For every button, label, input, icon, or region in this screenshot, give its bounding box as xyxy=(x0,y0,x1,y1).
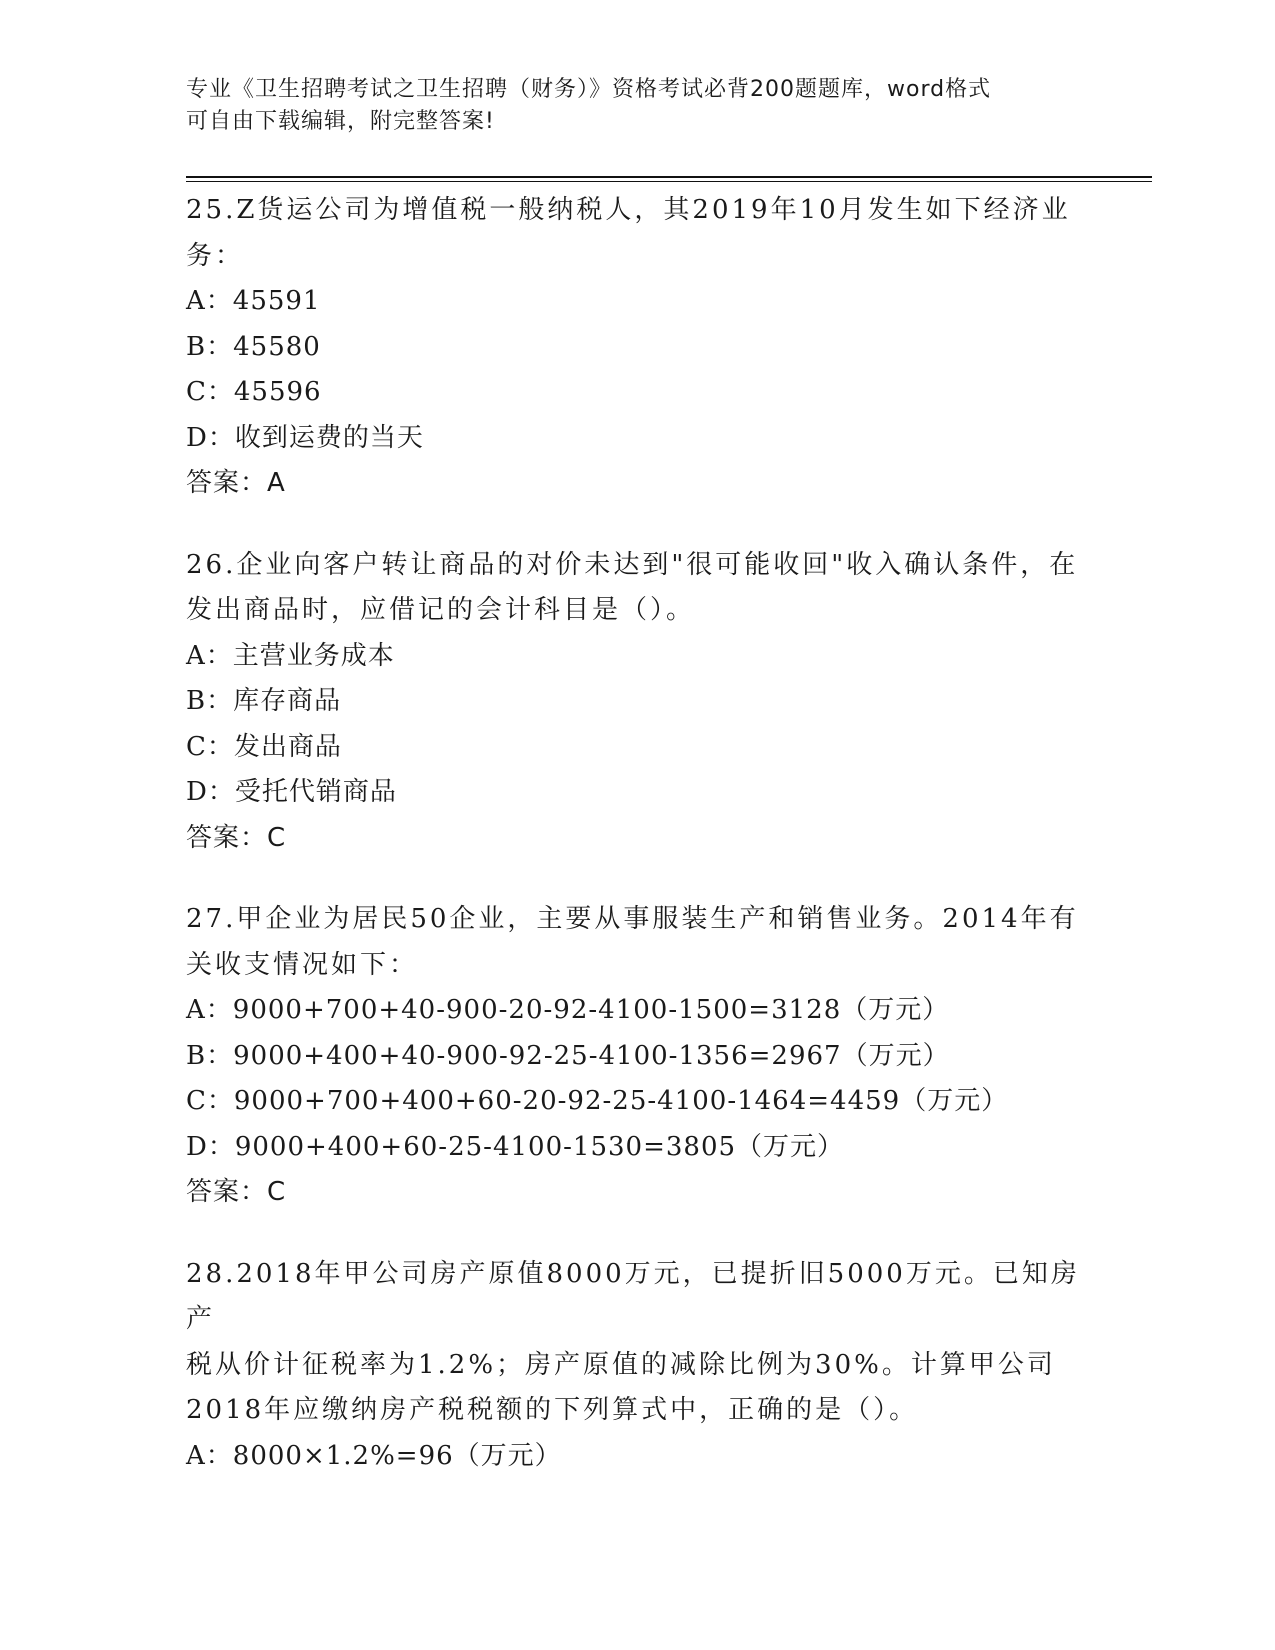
question-stem xyxy=(186,1252,1086,1434)
question-list xyxy=(186,188,1086,1515)
answer-line: 答案：C xyxy=(186,822,287,853)
question-27 xyxy=(186,897,1086,1216)
option-a: A：45591 xyxy=(186,286,321,316)
answer-line: 答案：C xyxy=(186,1177,287,1207)
header-divider-thin xyxy=(186,181,1152,182)
option-d: D：9000+400+60-25-4100-1530=3805（万元） xyxy=(186,1131,845,1162)
stem-line: 发出商品时，应借记的会计科目是（）。 xyxy=(186,595,696,625)
stem-line: 税从价计征税率为1.2%；房产原值的减除比例为30%。计算甲公司 xyxy=(186,1349,1056,1380)
option-a: A：主营业务成本 xyxy=(186,640,395,671)
option-b: B：45580 xyxy=(186,331,321,362)
option-b: B：库存商品 xyxy=(186,686,342,716)
option-d: D：受托代销商品 xyxy=(186,777,397,807)
header-line-1: 专业《卫生招聘考试之卫生招聘（财务）》资格考试必背200题题库，word格式 xyxy=(186,77,992,102)
stem-line: 27.甲企业为居民50企业，主要从事服装生产和销售业务。2014年有 xyxy=(186,904,1079,934)
question-28 xyxy=(186,1252,1086,1480)
header-divider-thick xyxy=(186,176,1152,178)
option-c: C：9000+700+400+60-20-92-25-4100-1464=4459（万元） xyxy=(186,1086,1009,1116)
option-d: D：收到运费的当天 xyxy=(186,422,424,453)
stem-line: 2018年应缴纳房产税税额的下列算式中，正确的是（）。 xyxy=(186,1395,919,1425)
document-header xyxy=(186,74,1066,138)
option-a: A：9000+700+40-900-20-92-4100-1500=3128（万元） xyxy=(186,995,950,1025)
answer-line: 答案：A xyxy=(186,468,286,498)
stem-line: 26.企业向客户转让商品的对价未达到"很可能收回"收入确认条件，在 xyxy=(186,549,1079,580)
header-line-2: 可自由下载编辑，附完整答案! xyxy=(186,109,495,134)
question-stem xyxy=(186,897,1086,988)
option-b: B：9000+400+40-900-92-25-4100-1356=2967（万元） xyxy=(186,1040,950,1071)
option-c: C：发出商品 xyxy=(186,731,342,762)
question-stem xyxy=(186,543,1086,634)
stem-line: 25.Z货运公司为增值税一般纳税人，其2019年10月发生如下经济业 xyxy=(186,195,1071,225)
option-a: A：8000×1.2%=96（万元） xyxy=(186,1440,562,1471)
option-c: C：45596 xyxy=(186,377,322,407)
stem-line: 务： xyxy=(186,240,245,271)
question-25 xyxy=(186,188,1086,507)
question-stem xyxy=(186,188,1086,279)
question-26 xyxy=(186,543,1086,862)
stem-line: 28.2018年甲公司房产原值8000万元，已提折旧5000万元。已知房产 xyxy=(186,1258,1080,1334)
stem-line: 关收支情况如下： xyxy=(186,949,419,980)
